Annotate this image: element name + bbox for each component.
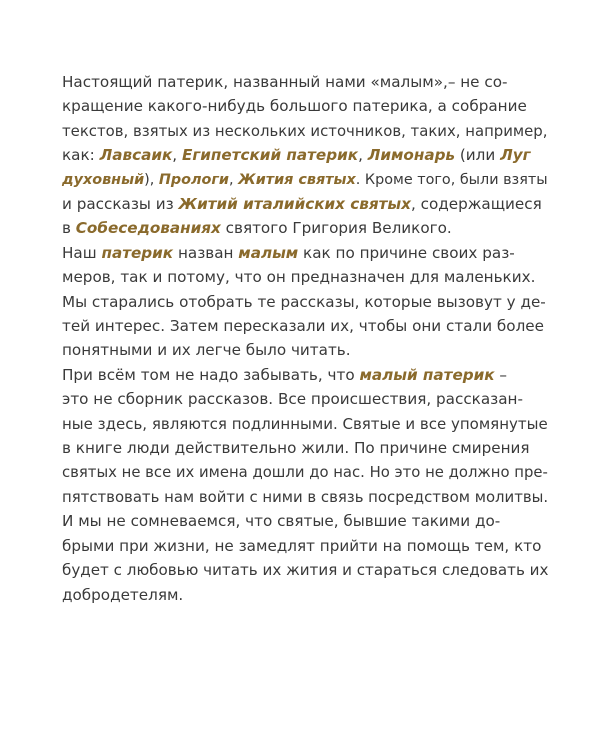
- paragraph: [62, 241, 546, 363]
- text-run: святого Григория Великого.: [220, 219, 452, 238]
- text-run: ,: [228, 171, 239, 188]
- highlighted-term: духовный: [62, 171, 145, 188]
- text-run: в книге люди действительно жили. По причине смирения: [62, 439, 530, 458]
- text-run: Наш: [62, 243, 102, 262]
- text-run: ,: [172, 146, 182, 165]
- highlighted-term: патерик: [101, 243, 174, 262]
- text-run: . Кроме того, были взяты: [355, 171, 548, 188]
- text-run: это не сборник рассказов. Все происшествия, рассказан-: [62, 390, 523, 409]
- text-run: как:: [62, 146, 100, 165]
- text-run: Мы старались отобрать те рассказы, которые вызовут у де-: [62, 292, 546, 311]
- text-line: [62, 412, 548, 436]
- text-run: понятными и их легче было читать.: [62, 341, 351, 360]
- text-run: –: [494, 365, 508, 384]
- text-run: будет с любовью читать их жития и стараться следовать их: [62, 561, 549, 580]
- text-line: [62, 94, 540, 118]
- text-line: [62, 558, 549, 582]
- text-line: [62, 583, 540, 607]
- text-run: пятствовать нам войти с ними в связь посредством молитвы.: [62, 487, 549, 506]
- text-run: брыми при жизни, не замедлят прийти на помощь тем, кто: [62, 536, 542, 555]
- highlighted-term: Житий италийских святых: [178, 195, 411, 214]
- text-run: тей интерес. Затем пересказали их, чтобы они стали более: [62, 317, 544, 336]
- text-line: [62, 314, 544, 338]
- text-line: [62, 509, 540, 533]
- text-line: [62, 436, 540, 460]
- text-line: [62, 387, 540, 411]
- text-run: При всём том не надо забывать, что: [62, 365, 360, 384]
- text-line: [62, 70, 540, 94]
- text-run: меров, так и потому, что он предназначен для маленьких.: [62, 268, 536, 287]
- text-run: , содержащиеся: [410, 195, 542, 214]
- highlighted-term: Прологи: [158, 171, 229, 188]
- text-run: добродетелям.: [62, 585, 184, 604]
- highlighted-term: Лавсаик: [99, 146, 173, 165]
- text-run: ,: [358, 146, 368, 165]
- text-run: Настоящий патерик, названный нами «малым»,– не со-: [62, 73, 508, 91]
- paragraph: [62, 70, 548, 241]
- text-run: святых не все их имена дошли до нас. Но это не должно пре-: [62, 463, 548, 481]
- text-run: ),: [144, 171, 159, 188]
- text-line: [62, 338, 540, 362]
- highlighted-term: Собеседованиях: [75, 219, 221, 238]
- highlighted-term: Жития святых: [238, 171, 356, 188]
- text-run: в: [62, 219, 76, 238]
- text-line: [62, 290, 546, 314]
- text-run: кращение какого-нибудь большого патерика, а собрание: [62, 97, 527, 116]
- paragraph: [62, 363, 549, 509]
- text-line: [62, 119, 548, 143]
- text-run: и рассказы из: [62, 195, 179, 214]
- paragraph: [62, 509, 549, 607]
- text-line: [62, 143, 540, 167]
- text-line: [62, 216, 540, 240]
- text-run: как по причине своих раз-: [298, 243, 515, 262]
- text-run: назван: [173, 243, 239, 262]
- text-run: (или: [455, 146, 501, 165]
- text-run: текстов, взятых из нескольких источников, таких, например,: [62, 121, 548, 140]
- text-run: И мы не сомневаемся, что святые, бывшие такими до-: [62, 512, 501, 531]
- text-line: [62, 265, 540, 289]
- text-line: [62, 192, 540, 216]
- text-line: [62, 485, 549, 509]
- text-line: [62, 168, 548, 192]
- highlighted-term: малый патерик: [359, 365, 495, 384]
- text-run: ные здесь, являются подлинными. Святые и все упомянутые: [62, 414, 548, 433]
- highlighted-term: Лимонарь: [367, 146, 456, 165]
- text-line: [62, 534, 540, 558]
- text-line: [62, 363, 540, 387]
- body-text: [62, 70, 549, 607]
- highlighted-term: малым: [238, 243, 299, 262]
- highlighted-term: Египетский патерик: [181, 146, 359, 165]
- text-line: [62, 461, 548, 485]
- highlighted-term: Луг: [500, 146, 531, 165]
- text-line: [62, 241, 540, 265]
